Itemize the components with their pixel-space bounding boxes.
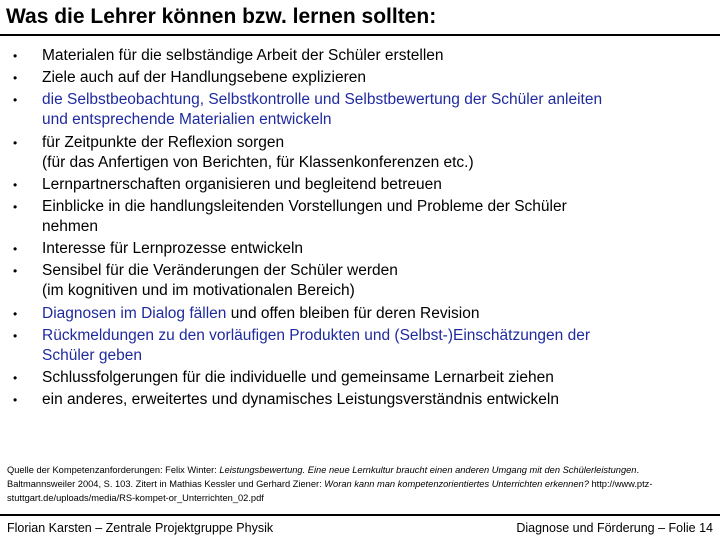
bullet-line (42, 133, 720, 153)
bullet-item (0, 90, 720, 130)
source-line-1: Quelle der Kompetenzanforderungen: Felix Winter: Leistungsbewertung. Eine neue Lernkultur braucht einen anderen Umgang mit den Schülerleistungen. (7, 465, 640, 475)
bullet-marker: • (13, 71, 18, 86)
bullet-line (42, 368, 720, 388)
bullet-item (0, 368, 720, 388)
source-line-3: stuttgart.de/uploads/media/RS-kompet-or_Unterrichten_02.pdf (7, 493, 264, 503)
bullet-line (42, 239, 720, 259)
bullet-line (42, 153, 720, 173)
bullet-line (42, 326, 720, 346)
bullet-item (0, 68, 720, 88)
bullet-line (42, 217, 720, 237)
plain-text: Lernpartnerschaften organisieren und begleitend betreuen (42, 175, 442, 193)
bullet-marker: • (13, 199, 18, 214)
plain-text: Materialen für die selbständige Arbeit der Schüler erstellen (42, 47, 444, 64)
highlighted-text: und entsprechende Materialien entwickeln (42, 111, 332, 129)
plain-text: (für das Anfertigen von Berichten, für Klassenkonferenzen etc.) (42, 153, 474, 171)
plain-text: nehmen (42, 217, 99, 235)
bullet-item (0, 261, 720, 301)
bullet-line (42, 197, 720, 217)
highlighted-text: Rückmeldungen zu den vorläufigen Produkten und (Selbst-)Einschätzungen der (42, 326, 591, 344)
plain-text: Ziele auch auf der Handlungsebene explizieren (42, 69, 366, 87)
plain-text: Einblicke in die handlungsleitenden Vorstellungen und Probleme der Schüler (42, 197, 567, 215)
bullet-line (42, 46, 720, 66)
plain-text: ein anderes, erweitertes und dynamisches Leistungsverständnis entwickeln (42, 391, 559, 409)
source-line-2: Baltmannsweiler 2004, S. 103. Zitert in Mathias Kessler und Gerhard Ziener: Woran kann man kompetenzorientiertes Unterrichten erkennen? http://www.ptz- (7, 479, 653, 489)
bullet-line (42, 175, 720, 195)
bullet-line (42, 261, 720, 281)
bullet-marker: • (13, 370, 18, 385)
bullet-marker: • (13, 306, 18, 321)
bullet-line (42, 90, 720, 110)
bullet-list (0, 46, 720, 412)
bullet-item (0, 133, 720, 173)
bullet-line (42, 346, 720, 366)
bullet-item (0, 239, 720, 259)
bullet-line (42, 281, 720, 301)
plain-text: Interesse für Lernprozesse entwickeln (42, 240, 304, 258)
plain-text: Schlussfolgerungen für die individuelle und gemeinsame Lernarbeit ziehen (42, 368, 554, 386)
bullet-item (0, 197, 720, 237)
bullet-item (0, 304, 720, 324)
footer-divider (0, 514, 720, 516)
plain-text: für Zeitpunkte der Reflexion sorgen (42, 133, 285, 151)
bullet-marker: • (13, 264, 18, 279)
bullet-marker: • (13, 393, 18, 408)
source-note (7, 463, 717, 505)
plain-text: und offen bleiben für deren Revision (226, 304, 480, 322)
bullet-line (42, 390, 720, 410)
highlighted-text: die Selbstbeobachtung, Selbstkontrolle und Selbstbewertung der Schüler anleiten (42, 91, 603, 109)
bullet-marker: • (13, 177, 18, 192)
bullet-item (0, 326, 720, 366)
footer-slide-info: Diagnose und Förderung – Folie 14 (516, 521, 713, 535)
plain-text: (im kognitiven und im motivationalen Bereich) (42, 282, 355, 300)
highlighted-text: Schüler geben (42, 346, 142, 364)
bullet-item (0, 390, 720, 410)
bullet-line (42, 304, 720, 324)
bullet-marker: • (13, 49, 18, 63)
bullet-marker: • (13, 328, 18, 343)
bullet-line (42, 110, 720, 130)
footer-author: Florian Karsten – Zentrale Projektgruppe Physik (7, 521, 274, 535)
bullet-marker: • (13, 242, 18, 257)
bullet-line (42, 68, 720, 88)
slide-title: Was die Lehrer können bzw. lernen sollten: (6, 5, 437, 28)
plain-text: Sensibel für die Veränderungen der Schüler werden (42, 262, 398, 280)
bullet-marker: • (13, 93, 18, 108)
title-divider (0, 34, 720, 36)
bullet-item (0, 46, 720, 66)
bullet-item (0, 175, 720, 195)
bullet-marker: • (13, 135, 18, 150)
highlighted-text: Diagnosen im Dialog fällen (42, 304, 227, 322)
